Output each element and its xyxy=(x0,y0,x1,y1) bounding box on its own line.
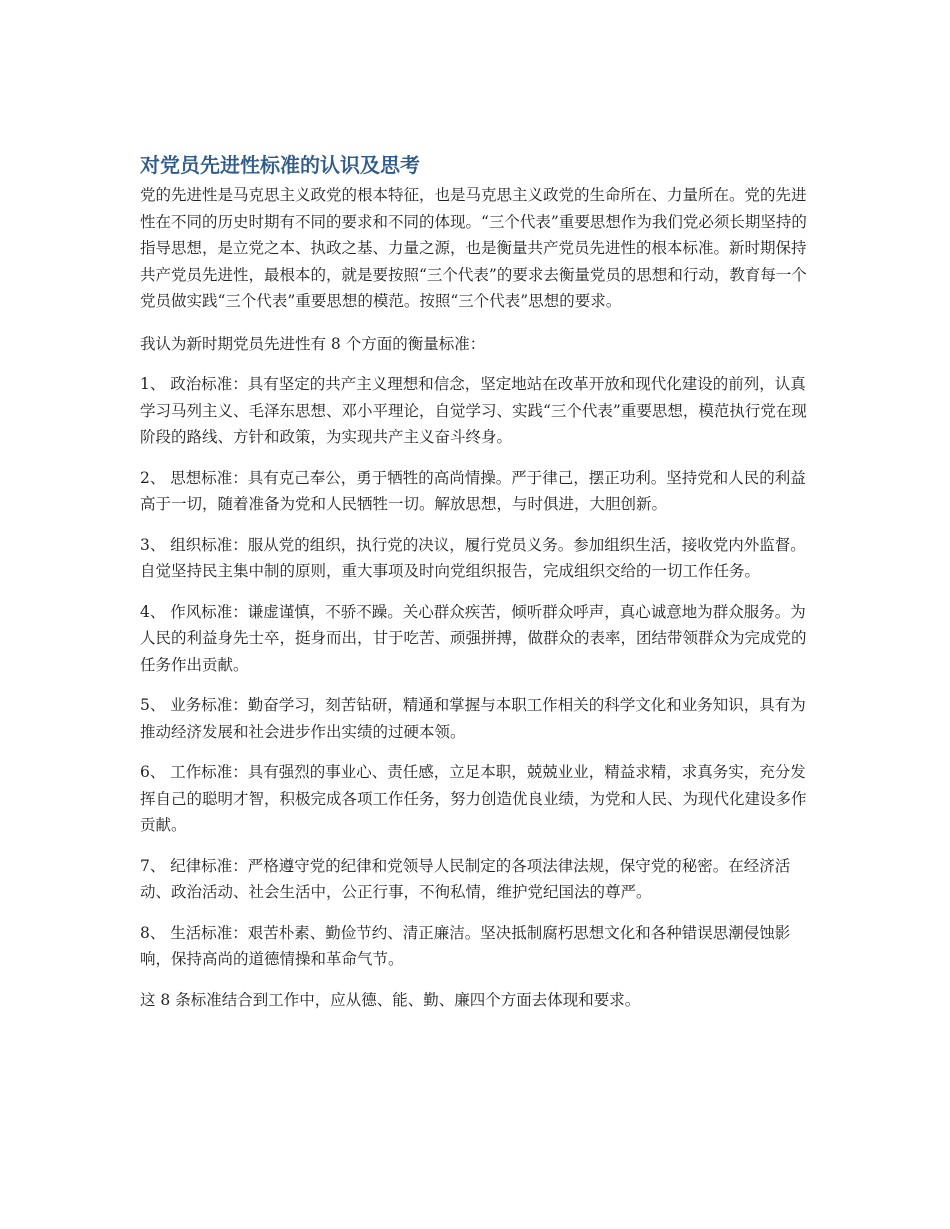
list-item-text: 生活标准：艰苦朴素、勤俭节约、清正廉洁。坚决抵制腐朽思想文化和各种错误思潮侵蚀影响，保持高尚的道德情操和革命气节。 xyxy=(140,923,791,968)
list-item xyxy=(140,532,812,585)
list-item xyxy=(140,465,812,518)
document-page xyxy=(140,150,812,1027)
list-item xyxy=(140,853,812,906)
list-item-number: 5、 xyxy=(140,696,171,714)
list-item-number: 8、 xyxy=(140,923,171,942)
list-item-text: 纪律标准：严格遵守党的纪律和党领导人民制定的各项法律法规，保守党的秘密。在经济活动、政治活动、社会生活中，公正行事，不徇私情，维护党纪国法的尊严。 xyxy=(140,856,791,901)
list-item-text: 业务标准：勤奋学习，刻苦钻研，精通和掌握与本职工作相关的科学文化和业务知识，具有为推动经济发展和社会进步作出实绩的过硬本领。 xyxy=(140,696,806,741)
standards-list xyxy=(140,371,812,973)
lead-paragraph: 我认为新时期党员先进性有 8 个方面的衡量标准： xyxy=(140,334,486,353)
list-item-number: 2、 xyxy=(140,468,171,487)
list-item-text: 政治标准：具有坚定的共产主义理想和信念，坚定地站在改革开放和现代化建设的前列，认真学习马列主义、毛泽东思想、邓小平理论，自觉学习、实践“三个代表”重要思想，模范执行党在现阶段的路线、方针和政策，为实现共产主义奋斗终身。 xyxy=(140,375,807,446)
intro-paragraph: 党的先进性是马克思主义政党的根本特征，也是马克思主义政党的生命所在、力量所在。党的先进性在不同的历史时期有不同的要求和不同的体现。“三个代表”重要思想作为我们党必须长期坚持的指导思想，是立党之本、执政之基、力量之源，也是衡量共产党员先进性的根本标准。新时期保持共产党员先进性，最根本的，就是要按照“三个代表”的要求去衡量党员的思想和行动，教育每一个党员做实践“三个代表”重要思想的模范。按照“三个代表”思想的要求。 xyxy=(140,186,807,310)
list-item xyxy=(140,692,812,745)
list-item-number: 3、 xyxy=(140,535,171,554)
list-item-text: 思想标准：具有克己奉公，勇于牺牲的高尚情操。严于律己，摆正功利。坚持党和人民的利益高于一切，随着准备为党和人民牺牲一切。解放思想，与时俱进，大胆创新。 xyxy=(140,468,806,513)
list-item xyxy=(140,759,812,839)
list-item-number: 4、 xyxy=(140,602,171,621)
list-item-number: 1、 xyxy=(140,375,171,393)
list-item-text: 作风标准：谦虚谨慎，不骄不躁。关心群众疾苦，倾听群众呼声，真心诚意地为群众服务。为人民的利益身先士卒，挺身而出，甘于吃苦、顽强拼搏，做群众的表率，团结带领群众为完成党的任务作出贡献。 xyxy=(140,602,807,674)
list-item-number: 7、 xyxy=(140,856,171,875)
list-item-text: 工作标准：具有强烈的事业心、责任感，立足本职，兢兢业业，精益求精，求真务实，充分发挥自己的聪明才智，积极完成各项工作任务，努力创造优良业绩，为党和人民、为现代化建设多作贡献。 xyxy=(140,763,807,834)
list-item-number: 6、 xyxy=(140,763,171,781)
list-item-text: 组织标准：服从党的组织，执行党的决议，履行党员义务。参加组织生活，接收党内外监督。自觉坚持民主集中制的原则，重大事项及时向党组织报告，完成组织交给的一切工作任务。 xyxy=(140,535,806,580)
list-item xyxy=(140,599,812,679)
closing-paragraph: 这 8 条标准结合到工作中，应从德、能、勤、廉四个方面去体现和要求。 xyxy=(140,990,641,1009)
document-title: 对党员先进性标准的认识及思考 xyxy=(140,153,420,177)
list-item xyxy=(140,920,812,973)
list-item xyxy=(140,371,812,451)
